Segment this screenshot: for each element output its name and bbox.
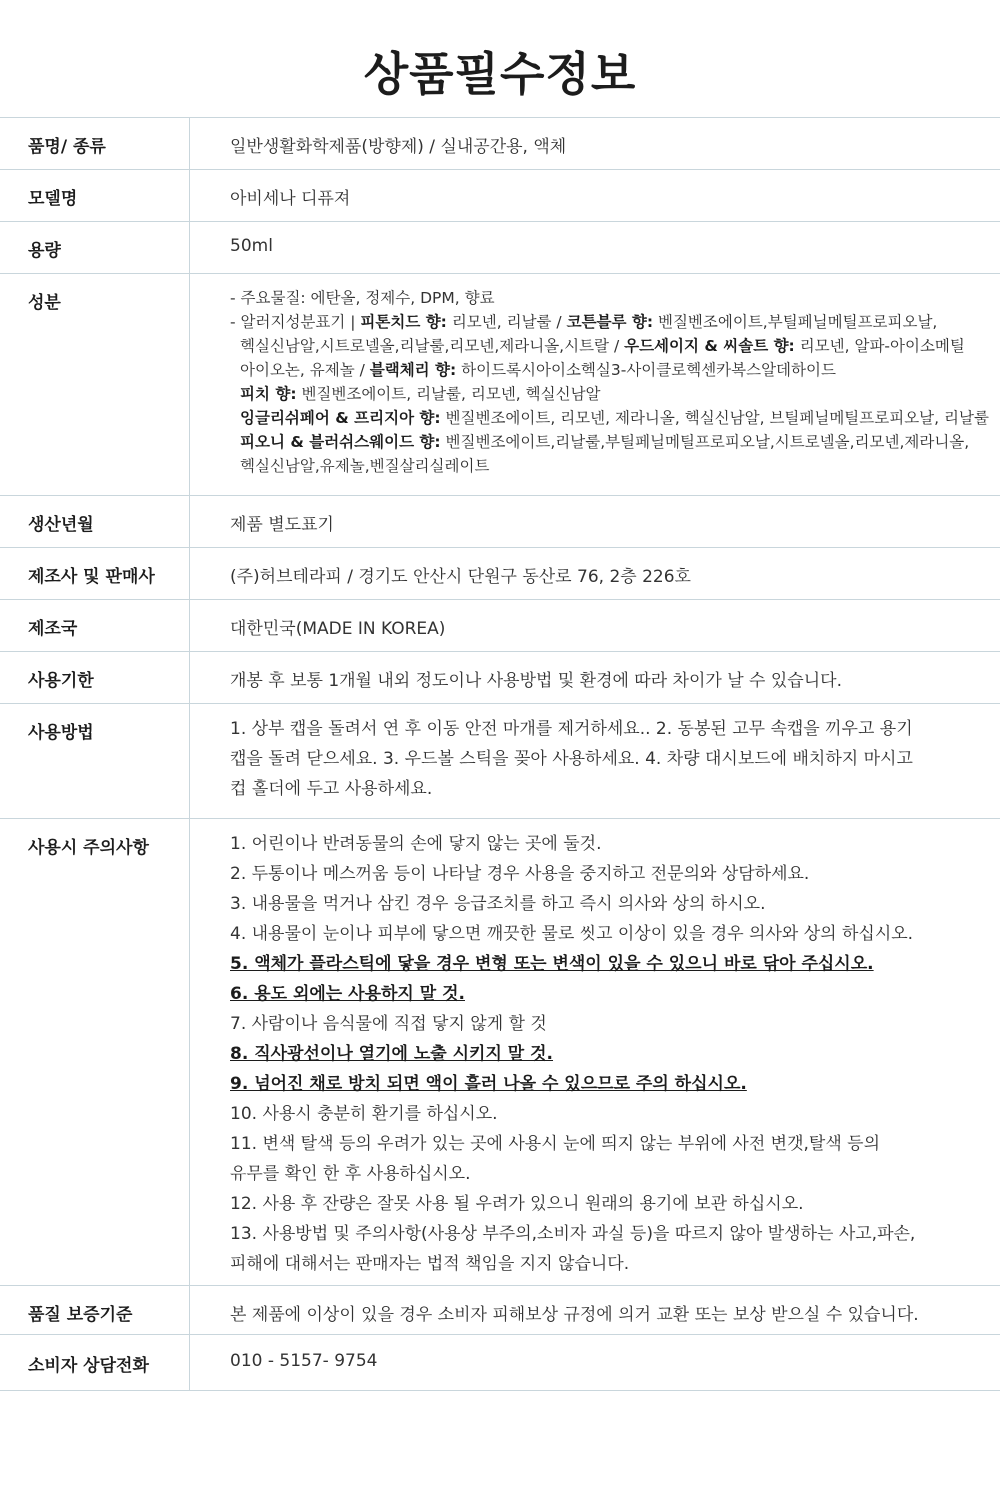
- ingredient-line: 아이오논, 유제놀 / 블랙체리 향: 하이드록시아이소헥실3-사이클로헥센카복스알데하이드: [240, 361, 836, 379]
- row-value: 개봉 후 보통 1개월 내외 정도이나 사용방법 및 환경에 따라 차이가 날 수 있습니다.: [230, 671, 842, 691]
- row-label: 생산년월: [0, 496, 190, 547]
- row-warranty: [0, 1286, 1000, 1335]
- row-value: (주)허브테라피 / 경기도 안산시 단원구 동산로 76, 2층 226호: [230, 567, 691, 587]
- row-usage: [0, 704, 1000, 819]
- row-value: [190, 704, 1000, 818]
- caution-line: 4. 내용물이 눈이나 피부에 닿으면 깨끗한 물로 씻고 이상이 있을 경우 의사와 상의 하십시오.: [230, 924, 914, 944]
- ingredient-line: 헥실신남알,유제놀,벤질살리실레이트: [240, 457, 490, 475]
- row-value: 대한민국(MADE IN KOREA): [230, 619, 446, 639]
- row-value: 50ml: [230, 236, 273, 256]
- caution-line: 3. 내용물을 먹거나 삼킨 경우 응급조치를 하고 즉시 의사와 상의 하시오.: [230, 894, 766, 914]
- caution-line: 12. 사용 후 잔량은 잘못 사용 될 우려가 있으니 원래의 용기에 보관 하십시오.: [230, 1194, 804, 1214]
- row-label: 제조사 및 판매사: [0, 548, 190, 599]
- caution-line-emphasis: 9. 넘어진 채로 방치 되면 액이 흘러 나올 수 있으므로 주의 하십시오.: [230, 1074, 747, 1094]
- page-title: 상품필수정보: [363, 47, 637, 101]
- caution-line-emphasis: 6. 용도 외에는 사용하지 말 것.: [230, 984, 465, 1004]
- caution-line: 7. 사람이나 음식물에 직접 닿지 않게 할 것: [230, 1014, 547, 1034]
- row-value: 010 - 5157- 9754: [230, 1351, 378, 1371]
- caution-line-emphasis: 5. 액체가 플라스틱에 닿을 경우 변형 또는 변색이 있을 수 있으니 바로 닦아 주십시오.: [230, 954, 874, 974]
- row-production-date: [0, 496, 1000, 548]
- caution-line: 피해에 대해서는 판매자는 법적 책임을 지지 않습니다.: [230, 1254, 630, 1274]
- row-consumer-phone: [0, 1335, 1000, 1391]
- row-value: 아비세나 디퓨져: [230, 189, 351, 209]
- ingredient-line: 잉글리쉬페어 & 프리지아 향: 벤질벤조에이트, 리모넨, 제라니올, 헥실신남알, 브틸페닐메틸프로피오날, 리날룰: [240, 409, 989, 427]
- row-product-name: [0, 118, 1000, 170]
- product-info-table: [0, 117, 1000, 1391]
- row-expiry: [0, 652, 1000, 704]
- usage-line: 1. 상부 캡을 돌려서 연 후 이동 안전 마개를 제거하세요.. 2. 동봉된 고무 속캡을 끼우고 용기: [230, 719, 913, 739]
- row-label: 용량: [0, 222, 190, 273]
- row-model: [0, 170, 1000, 222]
- row-label: 사용기한: [0, 652, 190, 703]
- ingredient-main: - 주요물질: 에탄올, 정제수, DPM, 향료: [230, 289, 495, 307]
- row-country: [0, 600, 1000, 652]
- row-label: 사용방법: [0, 704, 190, 818]
- row-label: 모델명: [0, 170, 190, 221]
- row-value: [190, 274, 1000, 495]
- row-label: 사용시 주의사항: [0, 819, 190, 1285]
- row-label: 성분: [0, 274, 190, 495]
- usage-line: 컵 홀더에 두고 사용하세요.: [230, 779, 433, 799]
- usage-line: 캡을 돌려 닫으세요. 3. 우드볼 스틱을 꽂아 사용하세요. 4. 차량 대시보드에 배치하지 마시고: [230, 749, 913, 769]
- ingredient-line: 헥실신남알,시트로넬올,리날룰,리모넨,제라니올,시트랄 / 우드세이지 & 씨솔트 향: 리모넨, 알파-아이소메틸: [240, 337, 965, 355]
- caution-line-emphasis: 8. 직사광선이나 열기에 노출 시키지 말 것.: [230, 1044, 554, 1064]
- row-value: 일반생활화학제품(방향제) / 실내공간용, 액체: [230, 137, 567, 157]
- caution-line: 13. 사용방법 및 주의사항(사용상 부주의,소비자 과실 등)을 따르지 않아 발생하는 사고,파손,: [230, 1224, 916, 1244]
- caution-line: 1. 어린이나 반려동물의 손에 닿지 않는 곳에 둘것.: [230, 834, 602, 854]
- row-volume: [0, 222, 1000, 274]
- row-manufacturer: [0, 548, 1000, 600]
- caution-line: 11. 변색 탈색 등의 우려가 있는 곳에 사용시 눈에 띄지 않는 부위에 사전 변갯,탈색 등의: [230, 1134, 881, 1154]
- row-value: 제품 별도표기: [230, 515, 334, 535]
- caution-line: 10. 사용시 충분히 환기를 하십시오.: [230, 1104, 498, 1124]
- row-value: 본 제품에 이상이 있을 경우 소비자 피해보상 규정에 의거 교환 또는 보상 받으실 수 있습니다.: [230, 1305, 919, 1325]
- row-label: 소비자 상담전화: [0, 1335, 190, 1390]
- row-label: 품질 보증기준: [0, 1286, 190, 1334]
- caution-line: 유무를 확인 한 후 사용하십시오.: [230, 1164, 471, 1184]
- ingredient-line: 피치 향: 벤질벤조에이트, 리날룰, 리모넨, 헥실신남알: [240, 385, 601, 403]
- ingredient-line: 피오니 & 블러쉬스웨이드 향: 벤질벤조에이트,리날룰,부틸페닐메틸프로피오날,시트로넬올,리모넨,제라니올,: [240, 433, 970, 451]
- row-ingredients: [0, 274, 1000, 496]
- row-label: 제조국: [0, 600, 190, 651]
- ingredient-line: - 알러지성분표기 | 피톤치드 향: 리모넨, 리날룰 / 코튼블루 향: 벤질벤조에이트,부틸페닐메틸프로피오날,: [230, 313, 938, 331]
- row-value: [190, 819, 1000, 1285]
- caution-line: 2. 두통이나 메스꺼움 등이 나타날 경우 사용을 중지하고 전문의와 상담하세요.: [230, 864, 810, 884]
- row-label: 품명/ 종류: [0, 118, 190, 169]
- row-caution: [0, 819, 1000, 1286]
